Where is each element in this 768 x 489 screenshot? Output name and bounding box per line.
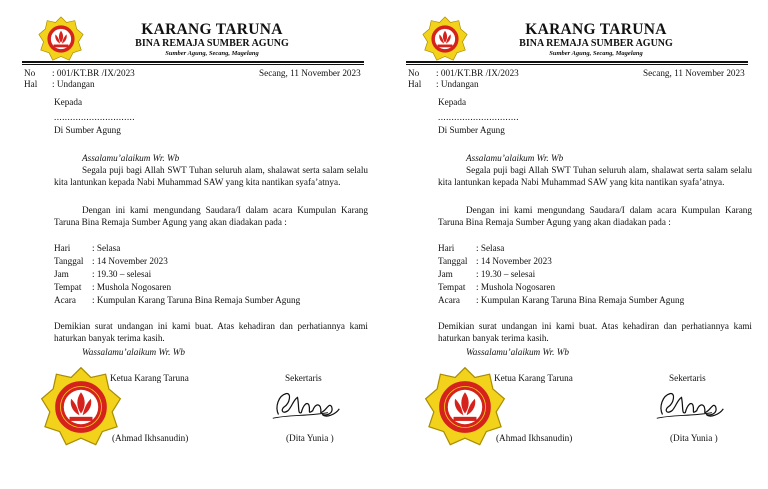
detail-value-tempat: : Mushola Nogosaren — [476, 282, 556, 292]
org-address: Sumber Agung, Secang, Magelang — [549, 50, 643, 57]
closing-paragraph: Demikian surat undangan ini kami buat. Atas kehadiran dan perhatiannya kami haturkan banyak terima kasih. — [438, 321, 752, 343]
invitation-letter-right — [384, 0, 768, 489]
detail-value-hari: : Selasa — [92, 243, 121, 253]
secretary-name: (Dita Yunia ) — [670, 433, 718, 443]
secretary-signature-icon — [268, 386, 346, 424]
kepada: Kepada — [54, 97, 83, 107]
paragraph-2-text: Dengan ini kami mengundang Saudara/I dalam acara Kumpulan Karang Taruna Bina Remaja Sumber Agung yang akan diadakan pada : — [438, 205, 752, 227]
detail-label-jam: Jam — [438, 269, 453, 279]
stamp-seal-icon — [424, 366, 506, 448]
detail-value-jam: : 19.30 – selesai — [476, 269, 536, 279]
recipient-dots: .............................. — [438, 112, 519, 122]
paragraph-1 — [438, 165, 752, 188]
karang-taruna-logo-icon — [422, 16, 468, 62]
header-rule-thin — [406, 64, 748, 65]
salam-closing: Wassalamu’alaikum Wr. Wb — [466, 347, 570, 357]
detail-value-jam: : 19.30 – selesai — [92, 269, 152, 279]
chair-title: Ketua Karang Taruna — [494, 373, 573, 383]
detail-value-tempat: : Mushola Nogosaren — [92, 282, 172, 292]
paragraph-1-text: Segala puji bagi Allah SWT Tuhan seluruh alam, shalawat serta salam selalu kita lantunkan kepada Nabi Muhammad SAW yang kita nantikan syafa’atnya. — [438, 165, 752, 187]
header-rule-thick — [22, 61, 364, 63]
hal-value: : Undangan — [52, 79, 95, 89]
chair-name: (Ahmad Ikhsanudin) — [496, 433, 573, 443]
detail-label-tempat: Tempat — [438, 282, 466, 292]
detail-value-hari: : Selasa — [476, 243, 505, 253]
karang-taruna-logo-icon — [38, 16, 84, 62]
secretary-name: (Dita Yunia ) — [286, 433, 334, 443]
detail-value-tanggal: : 14 November 2023 — [92, 256, 168, 266]
detail-label-acara: Acara — [54, 295, 76, 305]
hal-label: Hal — [24, 79, 38, 89]
recipient-location: Di Sumber Agung — [438, 125, 505, 135]
salam-opening: Assalamu’alaikum Wr. Wb — [82, 153, 180, 163]
org-subtitle: BINA REMAJA SUMBER AGUNG — [135, 38, 289, 49]
recipient-dots: .............................. — [54, 112, 135, 122]
salam-opening: Assalamu’alaikum Wr. Wb — [466, 153, 564, 163]
header-rule-thick — [406, 61, 748, 63]
letter-date: Secang, 11 November 2023 — [643, 68, 745, 78]
stamp-seal-icon — [40, 366, 122, 448]
secretary-title: Sekertaris — [285, 373, 322, 383]
paragraph-2 — [54, 205, 368, 228]
detail-label-tempat: Tempat — [54, 282, 82, 292]
hal-value: : Undangan — [436, 79, 479, 89]
org-name: KARANG TARUNA — [525, 21, 667, 38]
org-address: Sumber Agung, Secang, Magelang — [165, 50, 259, 57]
detail-label-hari: Hari — [54, 243, 71, 253]
detail-label-hari: Hari — [438, 243, 455, 253]
closing-paragraph: Demikian surat undangan ini kami buat. Atas kehadiran dan perhatiannya kami haturkan banyak terima kasih. — [54, 321, 368, 343]
detail-label-tanggal: Tanggal — [438, 256, 468, 266]
paragraph-1 — [54, 165, 368, 188]
detail-value-tanggal: : 14 November 2023 — [476, 256, 552, 266]
header-rule-thin — [22, 64, 364, 65]
org-name: KARANG TARUNA — [141, 21, 283, 38]
detail-value-acara: : Kumpulan Karang Taruna Bina Remaja Sumber Agung — [92, 295, 301, 305]
org-subtitle: BINA REMAJA SUMBER AGUNG — [519, 38, 673, 49]
hal-label: Hal — [408, 79, 422, 89]
letter-date: Secang, 11 November 2023 — [259, 68, 361, 78]
no-label: No — [408, 68, 420, 78]
detail-label-tanggal: Tanggal — [54, 256, 84, 266]
paragraph-2-text: Dengan ini kami mengundang Saudara/I dalam acara Kumpulan Karang Taruna Bina Remaja Sumber Agung yang akan diadakan pada : — [54, 205, 368, 227]
kepada: Kepada — [438, 97, 467, 107]
secretary-signature-icon — [652, 386, 730, 424]
no-label: No — [24, 68, 36, 78]
chair-name: (Ahmad Ikhsanudin) — [112, 433, 189, 443]
paragraph-1-text: Segala puji bagi Allah SWT Tuhan seluruh alam, shalawat serta salam selalu kita lantunkan kepada Nabi Muhammad SAW yang kita nantikan syafa’atnya. — [54, 165, 368, 187]
paragraph-2 — [438, 205, 752, 228]
no-value: : 001/KT.BR /IX/2023 — [52, 68, 135, 78]
detail-label-jam: Jam — [54, 269, 69, 279]
recipient-location: Di Sumber Agung — [54, 125, 121, 135]
no-value: : 001/KT.BR /IX/2023 — [436, 68, 519, 78]
detail-value-acara: : Kumpulan Karang Taruna Bina Remaja Sumber Agung — [476, 295, 685, 305]
salam-closing: Wassalamu’alaikum Wr. Wb — [82, 347, 186, 357]
detail-label-acara: Acara — [438, 295, 460, 305]
chair-title: Ketua Karang Taruna — [110, 373, 189, 383]
secretary-title: Sekertaris — [669, 373, 706, 383]
